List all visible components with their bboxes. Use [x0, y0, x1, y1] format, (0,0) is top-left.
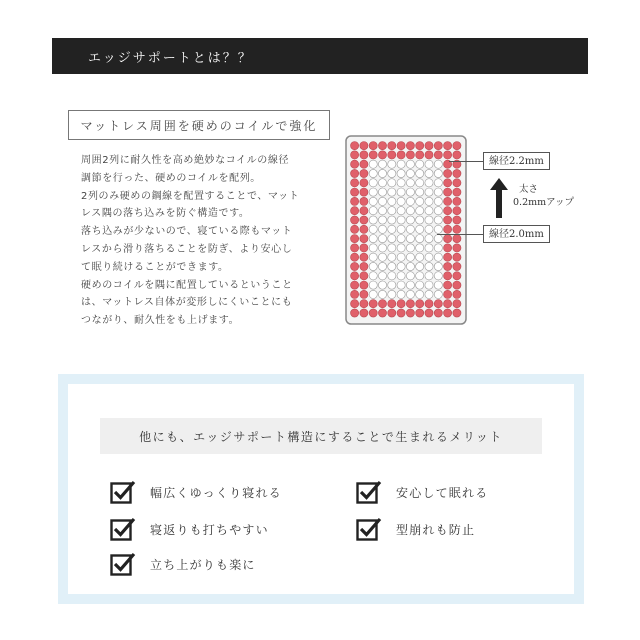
inner-coil — [397, 281, 405, 289]
edge-coil — [453, 290, 461, 298]
inner-label-leader — [437, 234, 483, 235]
edge-coil — [360, 262, 368, 270]
inner-coil — [369, 262, 377, 270]
edge-coil — [369, 309, 377, 317]
edge-coil — [444, 197, 452, 205]
inner-coil — [406, 169, 414, 177]
edge-coil — [351, 216, 359, 224]
edge-coil — [453, 197, 461, 205]
benefit-item — [110, 552, 256, 576]
inner-coil — [369, 207, 377, 215]
inner-coil — [425, 244, 433, 252]
edge-coil — [453, 272, 461, 280]
edge-coil — [360, 300, 368, 308]
inner-coil — [388, 281, 396, 289]
edge-coil — [351, 235, 359, 243]
checkbox-check-icon — [110, 517, 136, 541]
edge-coil — [406, 300, 414, 308]
benefit-item — [110, 480, 282, 504]
thickness-note-line1: 太さ — [519, 184, 539, 195]
inner-coil — [388, 235, 396, 243]
inner-coil — [406, 244, 414, 252]
inner-coil — [416, 160, 424, 168]
inner-coil — [406, 216, 414, 224]
edge-coil — [351, 188, 359, 196]
inner-coil — [434, 244, 442, 252]
edge-coil — [360, 253, 368, 261]
edge-coil — [360, 207, 368, 215]
description-line: 落ち込みが少ないので、寝ている際もマット — [81, 226, 293, 238]
inner-coil — [397, 235, 405, 243]
edge-coil — [351, 272, 359, 280]
inner-coil — [416, 244, 424, 252]
edge-coil — [351, 290, 359, 298]
inner-coil — [378, 207, 386, 215]
inner-coil — [406, 253, 414, 261]
edge-coil — [453, 225, 461, 233]
edge-coil — [416, 151, 424, 159]
inner-coil — [388, 179, 396, 187]
inner-coil — [369, 235, 377, 243]
edge-coil — [444, 309, 452, 317]
inner-coil — [388, 160, 396, 168]
edge-coil — [444, 235, 452, 243]
edge-coil — [351, 262, 359, 270]
inner-coil — [425, 235, 433, 243]
edge-coil — [351, 225, 359, 233]
description-line: 周囲2列に耐久性を高め絶妙なコイルの線径 — [81, 155, 290, 166]
coil-diagram — [345, 135, 585, 327]
edge-coil — [425, 309, 433, 317]
inner-coil — [406, 188, 414, 196]
edge-coil — [388, 142, 396, 150]
edge-coil — [351, 309, 359, 317]
inner-coil — [397, 262, 405, 270]
inner-coil — [425, 160, 433, 168]
edge-coil — [360, 151, 368, 159]
inner-coil — [378, 216, 386, 224]
inner-coil — [406, 160, 414, 168]
edge-coil — [378, 300, 386, 308]
edge-coil — [434, 300, 442, 308]
edge-coil — [434, 151, 442, 159]
edge-coil — [360, 309, 368, 317]
inner-coil — [397, 290, 405, 298]
inner-coil — [416, 179, 424, 187]
description-line: つながり、耐久性をも上げます。 — [81, 315, 240, 327]
inner-coil — [388, 188, 396, 196]
edge-coil — [453, 244, 461, 252]
edge-coil — [360, 272, 368, 280]
benefit-label: 安心して眠れる — [396, 485, 489, 500]
coil-grid-illustration — [345, 135, 467, 327]
inner-coil — [406, 272, 414, 280]
edge-coil — [360, 281, 368, 289]
section-title: エッジサポートとは？？ — [88, 50, 253, 66]
edge-coil — [388, 300, 396, 308]
inner-coil — [416, 197, 424, 205]
edge-coil — [406, 142, 414, 150]
inner-coil — [416, 262, 424, 270]
inner-coil — [425, 290, 433, 298]
inner-coil — [369, 188, 377, 196]
edge-coil — [397, 151, 405, 159]
benefit-label: 幅広くゆっくり寝れる — [150, 485, 282, 500]
benefit-item — [356, 480, 488, 504]
inner-coil — [369, 169, 377, 177]
inner-coil — [397, 169, 405, 177]
edge-coil — [416, 142, 424, 150]
inner-coil-label: 線径2.0mm — [483, 225, 550, 243]
benefits-title: 他にも、エッジサポート構造にすることで生まれるメリット — [100, 418, 542, 454]
description-line: レスから滑り落ちることを防ぎ、より安心し — [81, 243, 293, 255]
inner-coil — [406, 281, 414, 289]
inner-coil — [406, 197, 414, 205]
inner-coil — [369, 216, 377, 224]
edge-coil — [351, 197, 359, 205]
description-line: 硬めのコイルを隅に配置しているということ — [81, 279, 293, 291]
inner-coil — [425, 207, 433, 215]
inner-coil — [369, 281, 377, 289]
section-header — [52, 38, 588, 74]
edge-coil — [397, 142, 405, 150]
inner-coil — [434, 197, 442, 205]
inner-coil — [378, 225, 386, 233]
edge-coil — [351, 253, 359, 261]
edge-coil — [444, 300, 452, 308]
edge-coil — [453, 142, 461, 150]
inner-coil — [416, 207, 424, 215]
edge-coil — [360, 169, 368, 177]
edge-coil — [406, 309, 414, 317]
inner-coil — [425, 216, 433, 224]
edge-coil — [425, 151, 433, 159]
inner-coil — [434, 272, 442, 280]
edge-coil — [444, 262, 452, 270]
edge-coil — [425, 142, 433, 150]
inner-coil — [378, 188, 386, 196]
edge-coil — [369, 151, 377, 159]
edge-coil — [444, 253, 452, 261]
edge-coil — [444, 244, 452, 252]
edge-coil — [444, 207, 452, 215]
inner-coil — [425, 262, 433, 270]
edge-coil — [351, 142, 359, 150]
inner-coil — [388, 244, 396, 252]
edge-coil — [351, 151, 359, 159]
inner-coil — [434, 290, 442, 298]
description-line: 2列のみ硬めの鋼線を配置することで、マット — [81, 190, 300, 202]
thickness-note-line2: 0.2mmアップ — [513, 197, 574, 208]
inner-coil — [434, 216, 442, 224]
inner-coil — [425, 197, 433, 205]
edge-coil — [453, 309, 461, 317]
inner-coil — [416, 272, 424, 280]
description-line: は、マットレス自体が変形しにくいことにも — [81, 297, 293, 309]
inner-coil — [369, 179, 377, 187]
inner-coil — [369, 272, 377, 280]
edge-coil — [453, 216, 461, 224]
inner-coil — [416, 225, 424, 233]
edge-coil — [453, 179, 461, 187]
inner-coil — [369, 290, 377, 298]
edge-coil — [360, 244, 368, 252]
edge-coil — [444, 216, 452, 224]
edge-coil — [397, 300, 405, 308]
inner-coil — [406, 207, 414, 215]
edge-coil — [444, 225, 452, 233]
inner-coil — [434, 179, 442, 187]
edge-coil — [444, 179, 452, 187]
edge-coil — [378, 142, 386, 150]
inner-coil — [378, 262, 386, 270]
edge-coil — [416, 300, 424, 308]
inner-coil — [425, 169, 433, 177]
edge-coil — [351, 160, 359, 168]
inner-coil — [369, 253, 377, 261]
edge-coil — [453, 253, 461, 261]
inner-coil — [397, 272, 405, 280]
inner-coil — [434, 262, 442, 270]
edge-coil — [369, 142, 377, 150]
edge-coil — [360, 290, 368, 298]
inner-coil — [416, 188, 424, 196]
inner-coil — [378, 235, 386, 243]
edge-coil — [360, 188, 368, 196]
checkbox-check-icon — [110, 552, 136, 576]
benefit-label: 型崩れも防止 — [396, 522, 476, 537]
inner-coil — [378, 272, 386, 280]
edge-coil — [351, 300, 359, 308]
inner-coil — [397, 188, 405, 196]
edge-coil — [360, 235, 368, 243]
edge-coil — [453, 169, 461, 177]
inner-coil — [416, 169, 424, 177]
subtitle-text: マットレス周囲を硬めのコイルで強化 — [80, 118, 318, 133]
edge-coil — [351, 169, 359, 177]
inner-coil — [425, 225, 433, 233]
edge-coil — [453, 300, 461, 308]
edge-coil — [444, 188, 452, 196]
inner-coil — [416, 216, 424, 224]
description-line: レス隅の落ち込みを防ぐ構造です。 — [81, 208, 250, 220]
inner-coil — [388, 225, 396, 233]
edge-coil — [444, 281, 452, 289]
inner-coil — [397, 197, 405, 205]
edge-coil — [369, 300, 377, 308]
inner-coil — [397, 207, 405, 215]
benefit-label: 寝返りも打ちやすい — [150, 522, 269, 537]
inner-coil — [397, 179, 405, 187]
edge-coil — [360, 216, 368, 224]
benefit-item — [356, 517, 475, 541]
inner-coil — [434, 188, 442, 196]
edge-coil — [360, 179, 368, 187]
inner-coil — [406, 262, 414, 270]
edge-coil — [406, 151, 414, 159]
benefits-panel-inner — [68, 384, 574, 594]
inner-coil — [416, 290, 424, 298]
inner-coil — [378, 244, 386, 252]
edge-coil — [453, 281, 461, 289]
outer-coil-label: 線径2.2mm — [483, 152, 550, 170]
edge-coil — [434, 142, 442, 150]
edge-coil — [444, 142, 452, 150]
inner-coil — [388, 197, 396, 205]
inner-coil — [434, 235, 442, 243]
edge-coil — [434, 309, 442, 317]
inner-coil — [388, 262, 396, 270]
edge-coil — [444, 169, 452, 177]
checkbox-check-icon — [356, 480, 382, 504]
inner-coil — [425, 272, 433, 280]
inner-coil — [406, 179, 414, 187]
inner-coil — [369, 197, 377, 205]
inner-coil — [378, 169, 386, 177]
inner-coil — [369, 160, 377, 168]
inner-coil — [434, 281, 442, 289]
edge-coil — [397, 309, 405, 317]
edge-coil — [351, 281, 359, 289]
inner-coil — [397, 244, 405, 252]
edge-coil — [416, 309, 424, 317]
inner-coil — [369, 225, 377, 233]
edge-coil — [360, 225, 368, 233]
inner-coil — [425, 179, 433, 187]
edge-coil — [444, 151, 452, 159]
edge-coil — [351, 179, 359, 187]
inner-coil — [434, 169, 442, 177]
edge-coil — [360, 142, 368, 150]
inner-coil — [434, 225, 442, 233]
subtitle-box — [68, 110, 330, 140]
inner-coil — [406, 290, 414, 298]
inner-coil — [378, 197, 386, 205]
inner-coil — [416, 253, 424, 261]
inner-coil — [378, 179, 386, 187]
edge-coil — [444, 272, 452, 280]
inner-coil — [388, 169, 396, 177]
inner-coil — [378, 253, 386, 261]
inner-coil — [434, 207, 442, 215]
inner-coil — [378, 160, 386, 168]
edge-coil — [453, 262, 461, 270]
inner-coil — [416, 235, 424, 243]
description-line: 調節を行った、硬めのコイルを配列。 — [81, 172, 261, 184]
inner-coil — [397, 253, 405, 261]
edge-coil — [425, 300, 433, 308]
edge-coil — [444, 290, 452, 298]
outer-label-leader — [449, 161, 483, 162]
edge-coil — [360, 197, 368, 205]
checkbox-check-icon — [356, 517, 382, 541]
inner-coil — [397, 160, 405, 168]
inner-coil — [378, 281, 386, 289]
inner-coil — [388, 207, 396, 215]
edge-coil — [388, 151, 396, 159]
edge-coil — [388, 309, 396, 317]
inner-coil — [425, 253, 433, 261]
edge-coil — [453, 207, 461, 215]
inner-coil — [388, 253, 396, 261]
edge-coil — [453, 188, 461, 196]
inner-coil — [397, 225, 405, 233]
edge-coil — [360, 160, 368, 168]
description-line: て眠り続けることができます。 — [81, 261, 229, 273]
inner-coil — [416, 281, 424, 289]
inner-coil — [388, 290, 396, 298]
inner-coil — [406, 235, 414, 243]
thickness-note — [513, 183, 574, 209]
benefits-panel — [58, 374, 584, 604]
inner-coil — [369, 244, 377, 252]
edge-coil — [378, 309, 386, 317]
inner-coil — [378, 290, 386, 298]
edge-coil — [453, 151, 461, 159]
inner-coil — [406, 225, 414, 233]
inner-coil — [397, 216, 405, 224]
checkbox-check-icon — [110, 480, 136, 504]
edge-coil — [378, 151, 386, 159]
inner-coil — [388, 272, 396, 280]
inner-coil — [434, 160, 442, 168]
edge-coil — [351, 244, 359, 252]
edge-coil — [453, 235, 461, 243]
inner-coil — [425, 281, 433, 289]
benefit-label: 立ち上がりも楽に — [150, 557, 256, 572]
benefit-item — [110, 517, 269, 541]
inner-coil — [388, 216, 396, 224]
inner-coil — [434, 253, 442, 261]
edge-coil — [351, 207, 359, 215]
inner-coil — [425, 188, 433, 196]
arrow-up-icon — [490, 178, 508, 218]
description — [81, 152, 321, 330]
